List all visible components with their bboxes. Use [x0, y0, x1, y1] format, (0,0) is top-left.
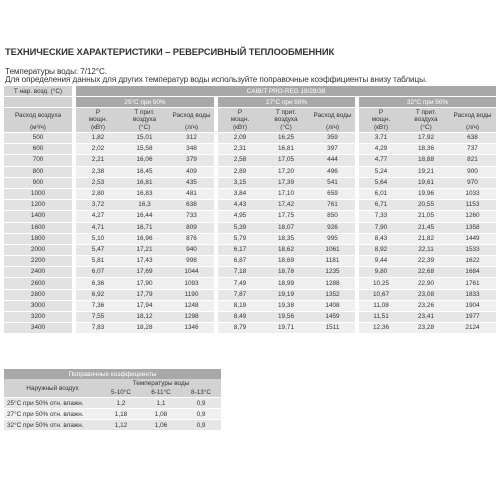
table-cell: 1449 [449, 233, 496, 244]
sub-header-line: Расход воды [172, 112, 211, 119]
model-header: CAIB/T PRO-REG 18/28/38 [74, 86, 496, 97]
table-cell: 850 [310, 211, 357, 222]
group-header: 27°С при 50% [216, 97, 357, 108]
airflow-cell: 1600 [4, 222, 74, 233]
table-cell: 761 [310, 200, 357, 211]
table-cell: 2,53 [74, 177, 120, 188]
table-cell: 3,71 [357, 133, 403, 144]
table-row [4, 233, 496, 244]
table-row [4, 155, 496, 166]
table-cell: 4,95 [216, 211, 262, 222]
table-row [4, 144, 496, 155]
air-temp-header: Т нар. возд. (°С) [4, 86, 74, 97]
table-cell: 1044 [169, 267, 216, 278]
table-row [4, 211, 496, 222]
table-cell: 21,05 [403, 211, 449, 222]
table-cell: 1,12 [101, 420, 141, 431]
table-row [4, 409, 221, 420]
table-cell: 541 [310, 177, 357, 188]
airflow-cell: 500 [4, 133, 74, 144]
table-cell: 379 [169, 155, 216, 166]
table-cell: 2,21 [74, 155, 120, 166]
sub-header-line: Расход воды [453, 112, 492, 119]
table-cell: 19,56 [262, 312, 310, 323]
table-cell: 6,87 [216, 256, 262, 267]
airflow-cell: 1800 [4, 233, 74, 244]
table-cell: 638 [169, 200, 216, 211]
table-cell: 2,58 [216, 155, 262, 166]
table-cell: 23,26 [403, 300, 449, 311]
table-cell: 8,92 [357, 244, 403, 255]
table-cell: 5,81 [74, 256, 120, 267]
table-cell: 926 [310, 222, 357, 233]
table-cell: 4,29 [357, 144, 403, 155]
sub-header-unit: (л/ч) [169, 123, 216, 133]
table-cell: 17,43 [120, 256, 169, 267]
sub-header-line: воздуха [274, 115, 298, 123]
table-cell: 1288 [310, 278, 357, 289]
sub-header-unit: (°С) [262, 123, 310, 133]
table-cell: 7,83 [74, 323, 120, 334]
sub-header-unit: (°С) [403, 123, 449, 133]
table-cell: 17,90 [120, 278, 169, 289]
sub-header-line: мощн. [88, 115, 108, 123]
table-cell: 1833 [449, 289, 496, 300]
table-cell: 2,09 [216, 133, 262, 144]
table-cell: 435 [169, 177, 216, 188]
table-cell: 1,08 [141, 409, 181, 420]
table-cell: 1,06 [141, 420, 181, 431]
table-cell: 9,44 [357, 256, 403, 267]
table-cell: 16,45 [120, 166, 169, 177]
airflow-cell: 2600 [4, 278, 74, 289]
table-cell: 15,01 [120, 133, 169, 144]
group-header: 32°С при 50% [357, 97, 496, 108]
table-cell: 5,79 [216, 233, 262, 244]
sub-header [403, 108, 449, 124]
table-cell: 0,9 [181, 409, 221, 420]
table-row [4, 133, 496, 144]
table-cell: 20,55 [403, 200, 449, 211]
table-cell: 22,11 [403, 244, 449, 255]
table-cell: 16,3 [120, 200, 169, 211]
group-header: 25°С при 50% [74, 97, 216, 108]
table-cell: 2,89 [216, 166, 262, 177]
table-cell: 638 [449, 133, 496, 144]
airflow-cell: 2400 [4, 267, 74, 278]
table-cell: 15,58 [120, 144, 169, 155]
table-cell: 23,08 [403, 289, 449, 300]
table-cell: 5,10 [74, 233, 120, 244]
table-cell: 1977 [449, 312, 496, 323]
table-cell: 2124 [449, 323, 496, 334]
table-cell: 22,68 [403, 267, 449, 278]
table-cell: 19,38 [262, 300, 310, 311]
table-cell: 2,80 [74, 188, 120, 199]
table-cell: 12,36 [357, 323, 403, 334]
airflow-cell: 1400 [4, 211, 74, 222]
table-cell: 7,49 [216, 278, 262, 289]
table-cell: 7,36 [74, 300, 120, 311]
table-cell: 1346 [169, 323, 216, 334]
table-row [4, 323, 496, 334]
table-cell: 16,81 [120, 177, 169, 188]
row-label: 25°С при 50% отн. влажн. [4, 398, 101, 409]
airflow-cell: 2000 [4, 244, 74, 255]
table-cell: 17,10 [262, 188, 310, 199]
table-cell: 1061 [310, 244, 357, 255]
table-cell: 19,21 [403, 166, 449, 177]
sub-header [310, 108, 357, 124]
sub-header-unit: (кВт) [357, 123, 403, 133]
sub-header-line: P [237, 108, 243, 116]
page-title: ТЕХНИЧЕСКИЕ ХАРАКТЕРИСТИКИ – РЕВЕРСИВНЫЙ ТЕПЛООБМЕННИК [5, 46, 335, 57]
table-cell: 16,83 [120, 188, 169, 199]
table-cell: 17,05 [262, 155, 310, 166]
water-temps-text: Температуры воды: 7/12°С. [5, 67, 107, 76]
table-cell: 17,69 [120, 267, 169, 278]
col-header: 8-13°С [181, 388, 221, 398]
water-temps-header: Температуры воды [101, 379, 221, 388]
table-row [4, 244, 496, 255]
table-cell: 809 [169, 222, 216, 233]
table-cell: 3,84 [216, 188, 262, 199]
airflow-cell: 2800 [4, 289, 74, 300]
note-text: Для определения данных для других температур воды используйте поправочные коэффициенты внизу таблицы. [5, 75, 428, 84]
airflow-header: Расход воздуха [4, 108, 74, 124]
table-row [4, 300, 496, 311]
table-cell: 19,19 [262, 289, 310, 300]
table-cell: 6,71 [357, 200, 403, 211]
table-cell: 6,36 [74, 278, 120, 289]
table-cell: 16,81 [262, 144, 310, 155]
sub-header [74, 108, 120, 124]
table-cell: 1033 [449, 188, 496, 199]
table-cell: 737 [449, 144, 496, 155]
sub-header [169, 108, 216, 124]
table-cell: 3,15 [216, 177, 262, 188]
table-cell: 1153 [449, 200, 496, 211]
table-cell: 1260 [449, 211, 496, 222]
table-cell: 17,39 [262, 177, 310, 188]
table-cell: 3,72 [74, 200, 120, 211]
table-cell: 5,64 [357, 177, 403, 188]
table-cell: 8,19 [216, 300, 262, 311]
table-cell: 16,44 [120, 211, 169, 222]
table-cell: 7,33 [357, 211, 403, 222]
table-cell: 18,12 [120, 312, 169, 323]
table-cell: 21,82 [403, 233, 449, 244]
table-cell: 4,77 [357, 155, 403, 166]
table-row [4, 256, 496, 267]
table-cell: 821 [449, 155, 496, 166]
sub-header [449, 108, 496, 124]
table-cell: 17,21 [120, 244, 169, 255]
table-cell: 1511 [310, 323, 357, 334]
sub-header [357, 108, 403, 124]
table-cell: 659 [310, 188, 357, 199]
table-cell: 8,79 [216, 323, 262, 334]
table-cell: 1358 [449, 222, 496, 233]
table-row [4, 267, 496, 278]
sub-header-unit: (кВт) [216, 123, 262, 133]
table-cell: 5,24 [357, 166, 403, 177]
table-cell: 998 [169, 256, 216, 267]
table-row [4, 200, 496, 211]
outside-air-header: Наружный воздух [4, 379, 101, 398]
correction-title: Поправочные коэффициенты [4, 369, 221, 379]
sub-header-line: воздуха [132, 115, 157, 123]
table-cell: 23,41 [403, 312, 449, 323]
table-cell: 11,51 [357, 312, 403, 323]
table-cell: 10,67 [357, 289, 403, 300]
table-cell: 18,88 [403, 155, 449, 166]
table-cell: 876 [169, 233, 216, 244]
sub-header-line: воздуха [414, 115, 438, 123]
table-cell: 1904 [449, 300, 496, 311]
sub-header-unit: (л/ч) [310, 123, 357, 133]
table-cell: 16,25 [262, 133, 310, 144]
airflow-cell: 3200 [4, 312, 74, 323]
table-cell: 10,25 [357, 278, 403, 289]
table-cell: 22,90 [403, 278, 449, 289]
table-cell: 4,71 [74, 222, 120, 233]
table-cell: 1,82 [74, 133, 120, 144]
table-cell: 6,92 [74, 289, 120, 300]
table-cell: 1761 [449, 278, 496, 289]
table-cell: 6,07 [74, 267, 120, 278]
table-row [4, 420, 221, 431]
table-cell: 4,43 [216, 200, 262, 211]
table-cell: 397 [310, 144, 357, 155]
airflow-unit: (м³/ч) [4, 123, 74, 133]
table-cell: 900 [449, 166, 496, 177]
performance-table [4, 86, 496, 333]
table-cell: 1684 [449, 267, 496, 278]
table-cell: 995 [310, 233, 357, 244]
table-cell: 1,2 [101, 398, 141, 409]
sub-header-unit: (°С) [120, 123, 169, 133]
table-cell: 11,08 [357, 300, 403, 311]
table-cell: 940 [169, 244, 216, 255]
table-cell: 18,99 [262, 278, 310, 289]
table-cell: 1,1 [141, 398, 181, 409]
sub-header [216, 108, 262, 124]
table-cell: 18,36 [403, 144, 449, 155]
table-cell: 18,07 [262, 222, 310, 233]
table-row [4, 222, 496, 233]
table-cell: 17,92 [403, 133, 449, 144]
table-cell: 7,90 [357, 222, 403, 233]
airflow-cell: 3000 [4, 300, 74, 311]
table-row [4, 177, 496, 188]
table-cell: 1190 [169, 289, 216, 300]
table-cell: 18,69 [262, 256, 310, 267]
table-cell: 19,71 [262, 323, 310, 334]
sub-header [120, 108, 169, 124]
table-cell: 6,17 [216, 244, 262, 255]
table-cell: 18,78 [262, 267, 310, 278]
table-cell: 18,28 [120, 323, 169, 334]
sub-header-unit: (кВт) [74, 123, 120, 133]
table-row [4, 398, 221, 409]
table-cell: 1,18 [101, 409, 141, 420]
sub-header-unit: (л/ч) [449, 123, 496, 133]
airflow-cell: 700 [4, 155, 74, 166]
table-cell: 18,35 [262, 233, 310, 244]
table-cell: 16,96 [120, 233, 169, 244]
table-cell: 348 [169, 144, 216, 155]
correction-table [4, 369, 221, 430]
sub-header [262, 108, 310, 124]
col-header: 5-10°С [101, 388, 141, 398]
table-cell: 2,31 [216, 144, 262, 155]
table-cell: 1298 [169, 312, 216, 323]
sub-header-line: Т прит. [415, 108, 437, 116]
table-cell: 481 [169, 188, 216, 199]
row-label: 32°С при 50% отн. влажн. [4, 420, 101, 431]
table-cell: 1408 [310, 300, 357, 311]
table-cell: 1533 [449, 244, 496, 255]
airflow-cell: 2200 [4, 256, 74, 267]
airflow-cell: 900 [4, 177, 74, 188]
table-cell: 17,42 [262, 200, 310, 211]
airflow-cell: 3400 [4, 323, 74, 334]
table-cell: 19,96 [403, 188, 449, 199]
table-cell: 1622 [449, 256, 496, 267]
table-cell: 17,75 [262, 211, 310, 222]
table-cell: 359 [310, 133, 357, 144]
table-cell: 496 [310, 166, 357, 177]
airflow-cell: 1000 [4, 188, 74, 199]
table-cell: 1352 [310, 289, 357, 300]
table-cell: 16,06 [120, 155, 169, 166]
table-row [4, 289, 496, 300]
table-cell: 0,9 [181, 398, 221, 409]
table-cell: 17,79 [120, 289, 169, 300]
table-cell: 22,39 [403, 256, 449, 267]
table-cell: 21,45 [403, 222, 449, 233]
table-cell: 18,62 [262, 244, 310, 255]
table-cell: 1459 [310, 312, 357, 323]
sub-header-line: P [378, 108, 384, 116]
sub-header-line: мощн. [371, 115, 391, 123]
table-cell: 4,27 [74, 211, 120, 222]
table-cell: 970 [449, 177, 496, 188]
airflow-cell: 600 [4, 144, 74, 155]
table-cell: 5,47 [74, 244, 120, 255]
table-cell: 19,61 [403, 177, 449, 188]
row-label: 27°С при 50% отн. влажн. [4, 409, 101, 420]
table-row [4, 188, 496, 199]
table-cell: 8,43 [357, 233, 403, 244]
sub-header-line: мощн. [230, 115, 250, 123]
table-cell: 0,9 [181, 420, 221, 431]
table-cell: 1093 [169, 278, 216, 289]
table-cell: 23,28 [403, 323, 449, 334]
table-cell: 2,38 [74, 166, 120, 177]
table-cell: 7,87 [216, 289, 262, 300]
table-cell: 312 [169, 133, 216, 144]
table-cell: 5,39 [216, 222, 262, 233]
sub-header-line: P [95, 108, 101, 116]
table-cell: 16,71 [120, 222, 169, 233]
table-cell: 409 [169, 166, 216, 177]
sub-header-line: Расход воды [313, 112, 352, 119]
sub-header-line: Т прит. [275, 108, 297, 116]
table-row [4, 278, 496, 289]
table-cell: 17,20 [262, 166, 310, 177]
sub-header-line: Т прит. [134, 108, 155, 116]
table-cell: 7,18 [216, 267, 262, 278]
table-cell: 2,02 [74, 144, 120, 155]
table-cell: 6,01 [357, 188, 403, 199]
table-row [4, 312, 496, 323]
table-cell: 1248 [169, 300, 216, 311]
table-cell: 9,80 [357, 267, 403, 278]
airflow-cell: 1200 [4, 200, 74, 211]
airflow-cell: 800 [4, 166, 74, 177]
col-header: 6-11°С [141, 388, 181, 398]
table-cell: 17,94 [120, 300, 169, 311]
table-cell: 1235 [310, 267, 357, 278]
table-cell: 444 [310, 155, 357, 166]
table-row [4, 166, 496, 177]
table-cell: 8,49 [216, 312, 262, 323]
table-cell: 733 [169, 211, 216, 222]
table-cell: 7,55 [74, 312, 120, 323]
table-cell: 1181 [310, 256, 357, 267]
